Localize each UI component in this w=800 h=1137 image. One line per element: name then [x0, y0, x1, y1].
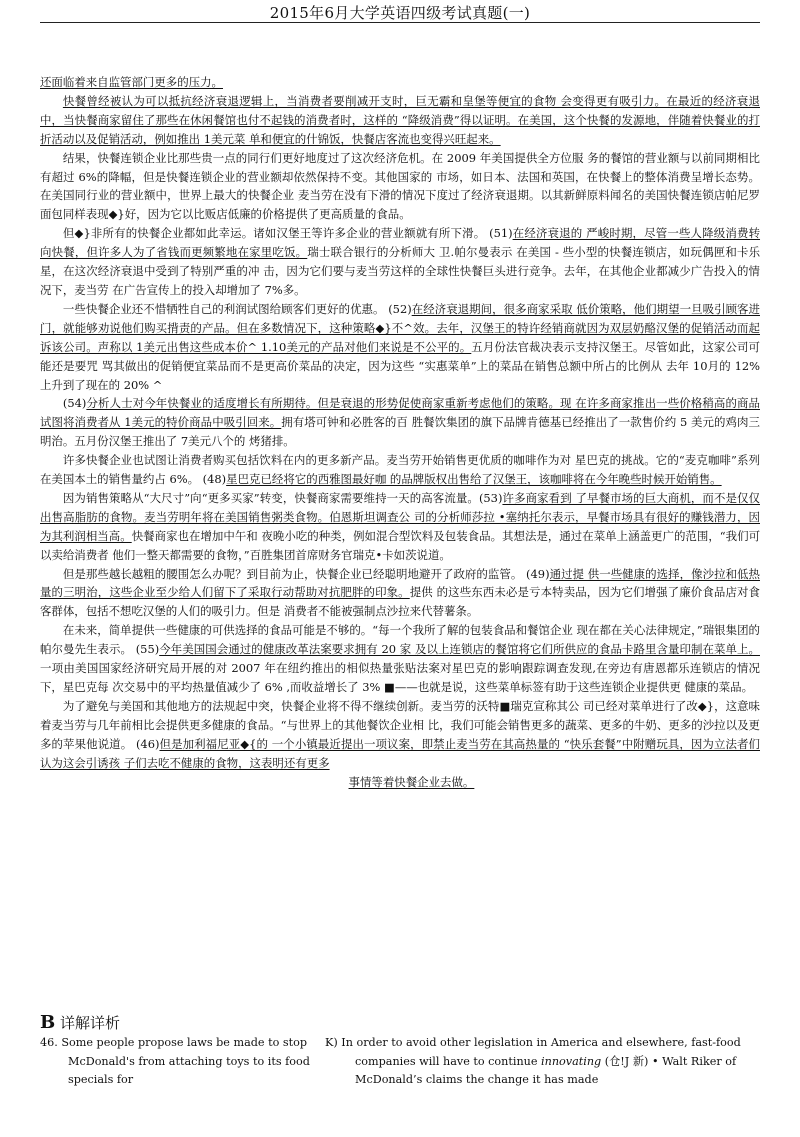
section-title: 详解详析	[60, 1014, 121, 1032]
paragraph	[40, 565, 760, 622]
section-letter: B	[40, 1012, 56, 1033]
paragraph	[40, 92, 760, 149]
paragraph	[40, 621, 760, 697]
paragraph	[40, 300, 760, 395]
paragraph	[40, 489, 760, 565]
paragraph	[40, 394, 760, 451]
paragraph-text: (54)	[62, 396, 87, 411]
underlined-text: 分析人士对今年快餐业的适度增长有所期待。但是衰退的形势促使商家重新考虑他们的策略。现 在许多商家推出一些价格稍高的商品试图将消费者从 1美元的特价商品中吸引回来。	[40, 396, 760, 430]
answer-line: K) In order to avoid other legislation in America and elsewhere, fast-food	[325, 1036, 741, 1049]
section-heading	[40, 1012, 120, 1033]
paragraph	[40, 224, 760, 300]
paragraph	[40, 149, 760, 225]
paragraph-text: 许多快餐企业也试图让消费者购买包括饮料在内的更多新产品。麦当劳开始销售更优质的咖啡作为对 星巴克的挑战。它的“麦克咖啡”系列在美国本土的销售量约占 6%。 (48)	[40, 453, 760, 487]
paragraph-text: 一些快餐企业还不惜牺牲自己的利润试图给顾客们更好的优惠。 (52)	[62, 301, 412, 316]
answer-line: McDonald’s claims the change it has made	[355, 1073, 599, 1086]
paragraph	[40, 451, 760, 489]
paragraph-text: 但◆}非所有的快餐企业都如此幸运。诸如汉堡王等许多企业的营业额就有所下滑。 (51)	[62, 226, 513, 241]
underlined-text: 还面临着来自监管部门更多的压力。	[40, 75, 223, 89]
paragraph-text: 快餐商家也在增加中午和 夜晚小吃的种类，例如混合型饮料及包装食品。其想法是，通过在菜单上涵盖更广的范围，“我们可以卖给消费者 他们一整天都需要的食物，”百胜集团首席财务官瑞克•卡如茨说道。	[40, 528, 761, 562]
paragraph	[40, 773, 760, 792]
answer-line	[325, 1053, 765, 1072]
paragraph	[40, 697, 760, 773]
paragraph-text: 在未来，简单提供一些健康的可供选择的食品可能是不够的。“每一个我所了解的包装食品和餐馆企业 现在都在关心法律规定，”瑞银集团的帕尔曼先生表示。 (55)	[40, 623, 760, 657]
paragraph-text: 瑞士联合银行的分析师大 卫.帕尔曼表示 在美国 - 些小型的快餐连锁店，如玩偶匣和卡乐星，在这次经济衰退中受到了特别严重的冲 击，因为它们要与麦当劳这样的全球性快餐巨头进行竞争。去年，在其他企业都减少广告投入的情况下，麦当劳 在广告宣传上的投入却增加了 7%多。	[40, 245, 761, 297]
answer-text: companies will have to continue	[355, 1054, 542, 1068]
paragraph-text: 结果，快餐连锁企业比那些贵一点的同行们更好地度过了这次经济危机。在 2009 年美国提供全方位服 务的餐馆的营业额与以前同期相比有超过 6%的降幅，但是快餐连锁企业的营业额却依然保持不变。其他国家的 市场，如日本、法国和英国，在快餐上的整体消费呈增长态势。在美国同行业的营业额中，世界上最大的快餐企业 麦当劳在没有下滑的情况下度过了经济衰退期。以其新鲜原料闻名的美国快餐连锁店帕尼罗面包同样表现◆}好，因为它以比贩店低廉的价格提供了更高质量的食品。	[40, 150, 760, 222]
underlined-text: 通过提 供一些健康的选择，像沙拉和低热量的三明治，这些企业至少给人们留下了采取行动帮助对抗肥胖的印象。	[40, 566, 760, 600]
underlined-text: 快餐曾经被认为可以抵抗经济衰退逻辑上，当消费者要削减开支时，巨无霸和皇堡等便宜的食物 会变得更有吸引力。在最近的经济衰退中，当快餐商家留住了那些在休闲餐馆也付不起钱的消费者时，这样的 “降级消费”得以证明。在美国，这个快餐的发源地，伴随着快餐业的打折活动以及促销活动，例如推出 1美元菜 单和便宜的什锦饭，快餐店客流也变得兴旺起来。	[40, 93, 760, 146]
underlined-text: 在经济衰退的 严峻时期，尽管一些人降级消费转向快餐，但许多人为了省钱而更频繁地在家里吃饭。	[40, 226, 761, 260]
article-body	[40, 73, 760, 791]
paragraph-text: 一项由美国国家经济研究局开展的对 2007 年在纽约推出的相似热量张贴法案对星巴克的影响跟踪调查发现,在旁边有唐恩都乐连锁店的情况下，星巴克每 次交易中的平均热量值减少了 6% ,而收益增长了 3% ■——也就是说，这些菜单标签有助于这些连锁企业提供更 健康的菜品。	[40, 661, 760, 694]
paragraph-text: 因为销售策略从“大尺寸”向“更多买家”转变，快餐商家需要维持一天的高客流量。(53)	[62, 490, 503, 505]
underlined-text: 事情等着快餐企业去做。	[348, 774, 475, 789]
underlined-text: 今年美国国会通过的健康改革法案要求拥有 20 家 及以上连锁店的餐馆将它们所供应的食品卡路里含量印制在菜单上。	[159, 642, 760, 657]
answer-left	[40, 1034, 310, 1090]
paragraph-text: 拥有塔可钟和必胜客的百 胜餐饮集团的旗下品牌肯德基已经推出了一款售价约 5 美元的鸡肉三明治。五月份汉堡王推出了 7美元八个的 烤猪排。	[40, 415, 760, 449]
paragraph-text: 为了避免与美国和其他地方的法规起中突，快餐企业将不得不继续创新。麦当劳的沃特■瑞克宣称其公 司已经对菜单进行了改◆}，这意味着麦当劳与几年前相比会提供更多健康的食品。“与世界上的其他餐饮企业相 比，我们可能会销售更多的蔬菜、更多的牛奶、更多的沙拉以及更多的苹果他说道。 (46)	[40, 698, 760, 751]
answer-italic-word: innovating	[541, 1054, 602, 1068]
answer-line: 46. Some people propose laws be made to stop	[40, 1036, 308, 1049]
page-header-title: 2015年6月大学英语四级考试真题(一)	[269, 4, 531, 22]
underlined-text: 星巴克已经将它的西雅图最好咖 的品牌版权出售给了汉堡王，该咖啡将在今年晚些时候开始销售。	[226, 472, 722, 487]
underlined-text: 许多商家看到 了早餐市场的巨大商机，而不是仅仅出售高脂肪的食物。麦当劳明年将在美国销售粥类食物。伯恩斯坦调查公 司的分析师莎拉 •塞纳托尔表示，早餐市场具有很好的赚钱潜力，因为其利润相当高。	[40, 490, 760, 543]
header-rule	[40, 22, 760, 23]
paragraph	[40, 73, 760, 92]
paragraph-text: 但是那些越长越粗的腰围怎么办呢？到目前为止，快餐企业已经聪明地避开了政府的监管。 (49)	[62, 566, 550, 581]
underlined-text: 但是加利福尼亚◆{的 一个小镇最近提出一项议案，即禁止麦当劳在其高热量的 “快乐套餐”中附赠玩具，因为立法者们认为这会引诱孩 子们去吃不健康的食物，这表明还有更多	[40, 736, 760, 770]
answer-line: McDonald's from attaching toys to its food	[68, 1054, 310, 1068]
paragraph-text: 提供 的这些东西未必是亏本特卖品，因为它们增强了廉价食品店对食客群体，包括不想吃汉堡的人们的吸引力。但是 消费者不能被强制点沙拉来代替薯条。	[40, 585, 760, 619]
underlined-text: 在经济衰退期间，很多商家采取 低价策略，他们期望一旦吸引顾客进门，就能够劝说他们购买揹责的产品。但在多数情况下，这种策略◆}不^效。去年，汉堡王的特许经销商就因为双层奶酪汉堡的促销活动而起诉该公司。声称以 1美元出售这些成本价^ 1.10美元的产品对他们来说是不公平的。	[40, 301, 760, 354]
paragraph-text: 五月份法官裁决表示支持汉堡王。尽管如此，这家公司可能还是要咒 骂其做出的促销便宜菜品而不是更高价菜品的决定，因为这些 “实惠菜单”上的菜品在销售总额中所占的比例从 去年 10月的 12%上升到了现在的 20% ^	[40, 339, 760, 392]
answer-right	[325, 1034, 765, 1090]
answer-line: specials for	[68, 1073, 134, 1086]
answer-text: (仓!J 新) • Walt Riker of	[601, 1054, 737, 1068]
